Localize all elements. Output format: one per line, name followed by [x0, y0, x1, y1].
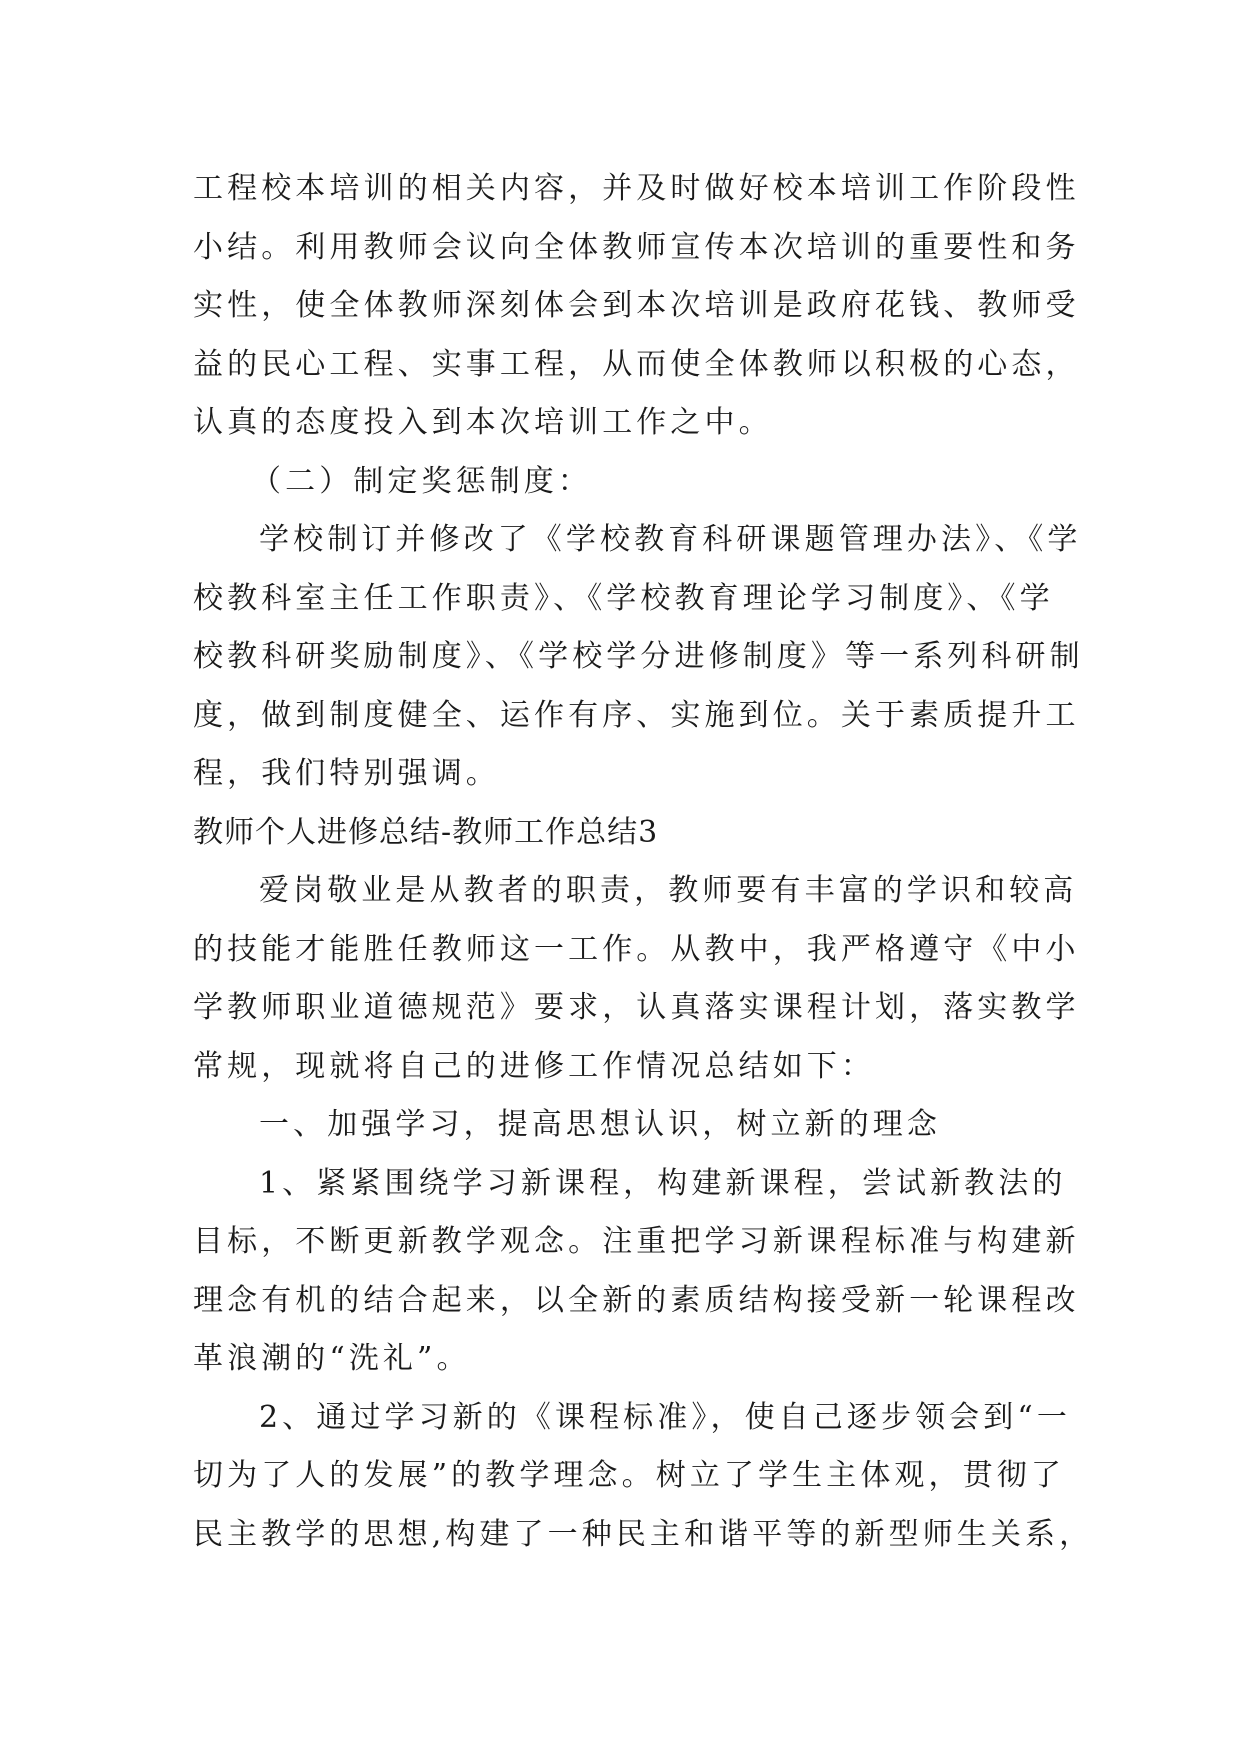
subsection-heading: 一、加强学习，提高思想认识，树立新的理念	[259, 1107, 941, 1142]
paragraph-first-line: 爱岗敬业是从教者的职责，教师要有丰富的学识和较高	[259, 873, 1078, 908]
text-line: 的技能才能胜任教师这一工作。从教中，我严格遵守《中小	[193, 931, 1080, 967]
text-line: 小结。利用教师会议向全体教师宣传本次培训的重要性和务	[193, 229, 1080, 265]
text-line: 学教师职业道德规范》要求，认真落实课程计划，落实教学	[193, 990, 1080, 1025]
document-body	[193, 160, 1094, 1564]
section-title: 教师个人进修总结-教师工作总结3	[193, 814, 659, 850]
paragraph-first-line: 2、通过学习新的《课程标准》，使自己逐步领会到“一	[259, 1399, 1071, 1435]
text-line: 认真的态度投入到本次培训工作之中。	[193, 405, 773, 440]
text-line: 程，我们特别强调。	[193, 756, 500, 791]
paragraph-first-line: 学校制订并修改了《学校教育科研课题管理办法》、《学	[259, 522, 1082, 557]
text-line: 理念有机的结合起来，以全新的素质结构接受新一轮课程改	[193, 1282, 1080, 1318]
text-line: 常规，现就将自己的进修工作情况总结如下：	[193, 1048, 875, 1084]
text-line: 益的民心工程、实事工程，从而使全体教师以积极的心态，	[193, 346, 1080, 382]
text-line: 革浪潮的“洗礼”。	[193, 1341, 471, 1376]
text-line: 校教科研奖励制度》、《学校学分进修制度》等一系列科研制	[193, 639, 1084, 674]
paragraph-first-line: 1、紧紧围绕学习新课程，构建新课程，尝试新教法的	[259, 1165, 1067, 1201]
text-line: 目标，不断更新教学观念。注重把学习新课程标准与构建新	[193, 1224, 1080, 1259]
text-line: 切为了人的发展”的教学理念。树立了学生主体观，贯彻了	[193, 1458, 1065, 1493]
text-line: 实性，使全体教师深刻体会到本次培训是政府花钱、教师受	[193, 288, 1080, 323]
subsection-heading: （二）制定奖惩制度：	[251, 463, 592, 499]
text-line: 度，做到制度健全、运作有序、实施到位。关于素质提升工	[193, 697, 1080, 733]
text-line: 民主教学的思想,构建了一种民主和谐平等的新型师生关系，	[193, 1516, 1094, 1552]
text-line: 校教科室主任工作职责》、《学校教育理论学习制度》、《学	[193, 580, 1054, 616]
text-line: 工程校本培训的相关内容，并及时做好校本培训工作阶段性	[193, 171, 1080, 206]
